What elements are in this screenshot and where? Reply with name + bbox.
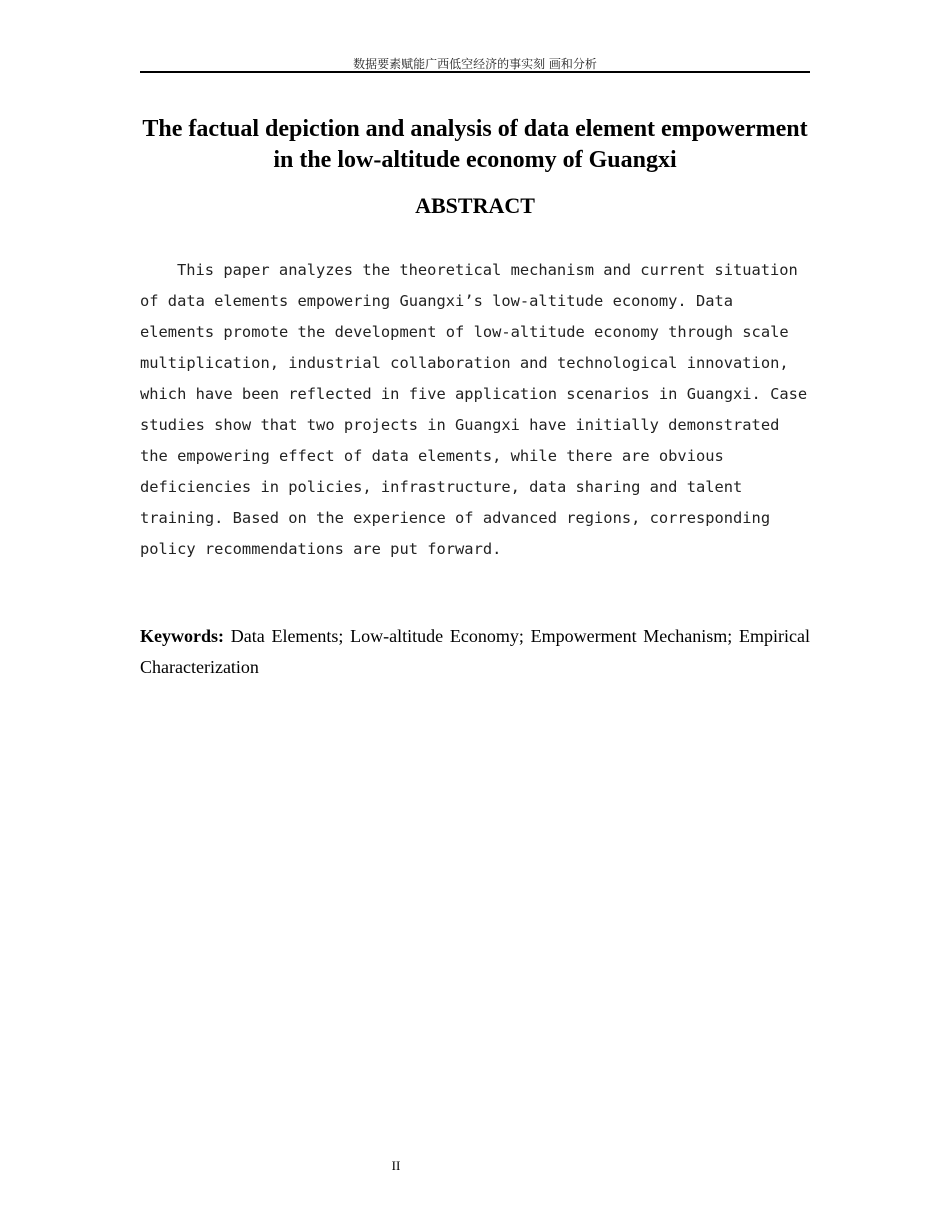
keywords-label: Keywords:: [140, 626, 224, 646]
header-divider: [140, 71, 810, 73]
abstract-heading: ABSTRACT: [415, 193, 535, 218]
paper-title: The factual depiction and analysis of data element empowerment in the low-altitude economy of Guangxi: [142, 116, 808, 173]
running-header: 数据要素赋能广西低空经济的事实刻 画和分析: [353, 57, 597, 71]
page-number: II: [391, 1158, 401, 1173]
keywords-line: [140, 621, 810, 683]
keywords-text: Data Elements; Low-altitude Economy; Empowerment Mechanism; Empirical Characterization: [140, 626, 810, 677]
abstract-paragraph: This paper analyzes the theoretical mechanism and current situation of data elements empowering Guangxi’s low-altitude economy. Data elements promote the development of low-altitude economy through scale multiplication, industrial collaboration and technological innovation, which have been reflected in five application scenarios in Guangxi. Case studies show that two projects in Guangxi have initially demonstrated the empowering effect of data elements, while there are obvious deficiencies in policies, infrastructure, data sharing and talent training. Based on the experience of advanced regions, corresponding policy recommendations are put forward.: [140, 261, 808, 558]
